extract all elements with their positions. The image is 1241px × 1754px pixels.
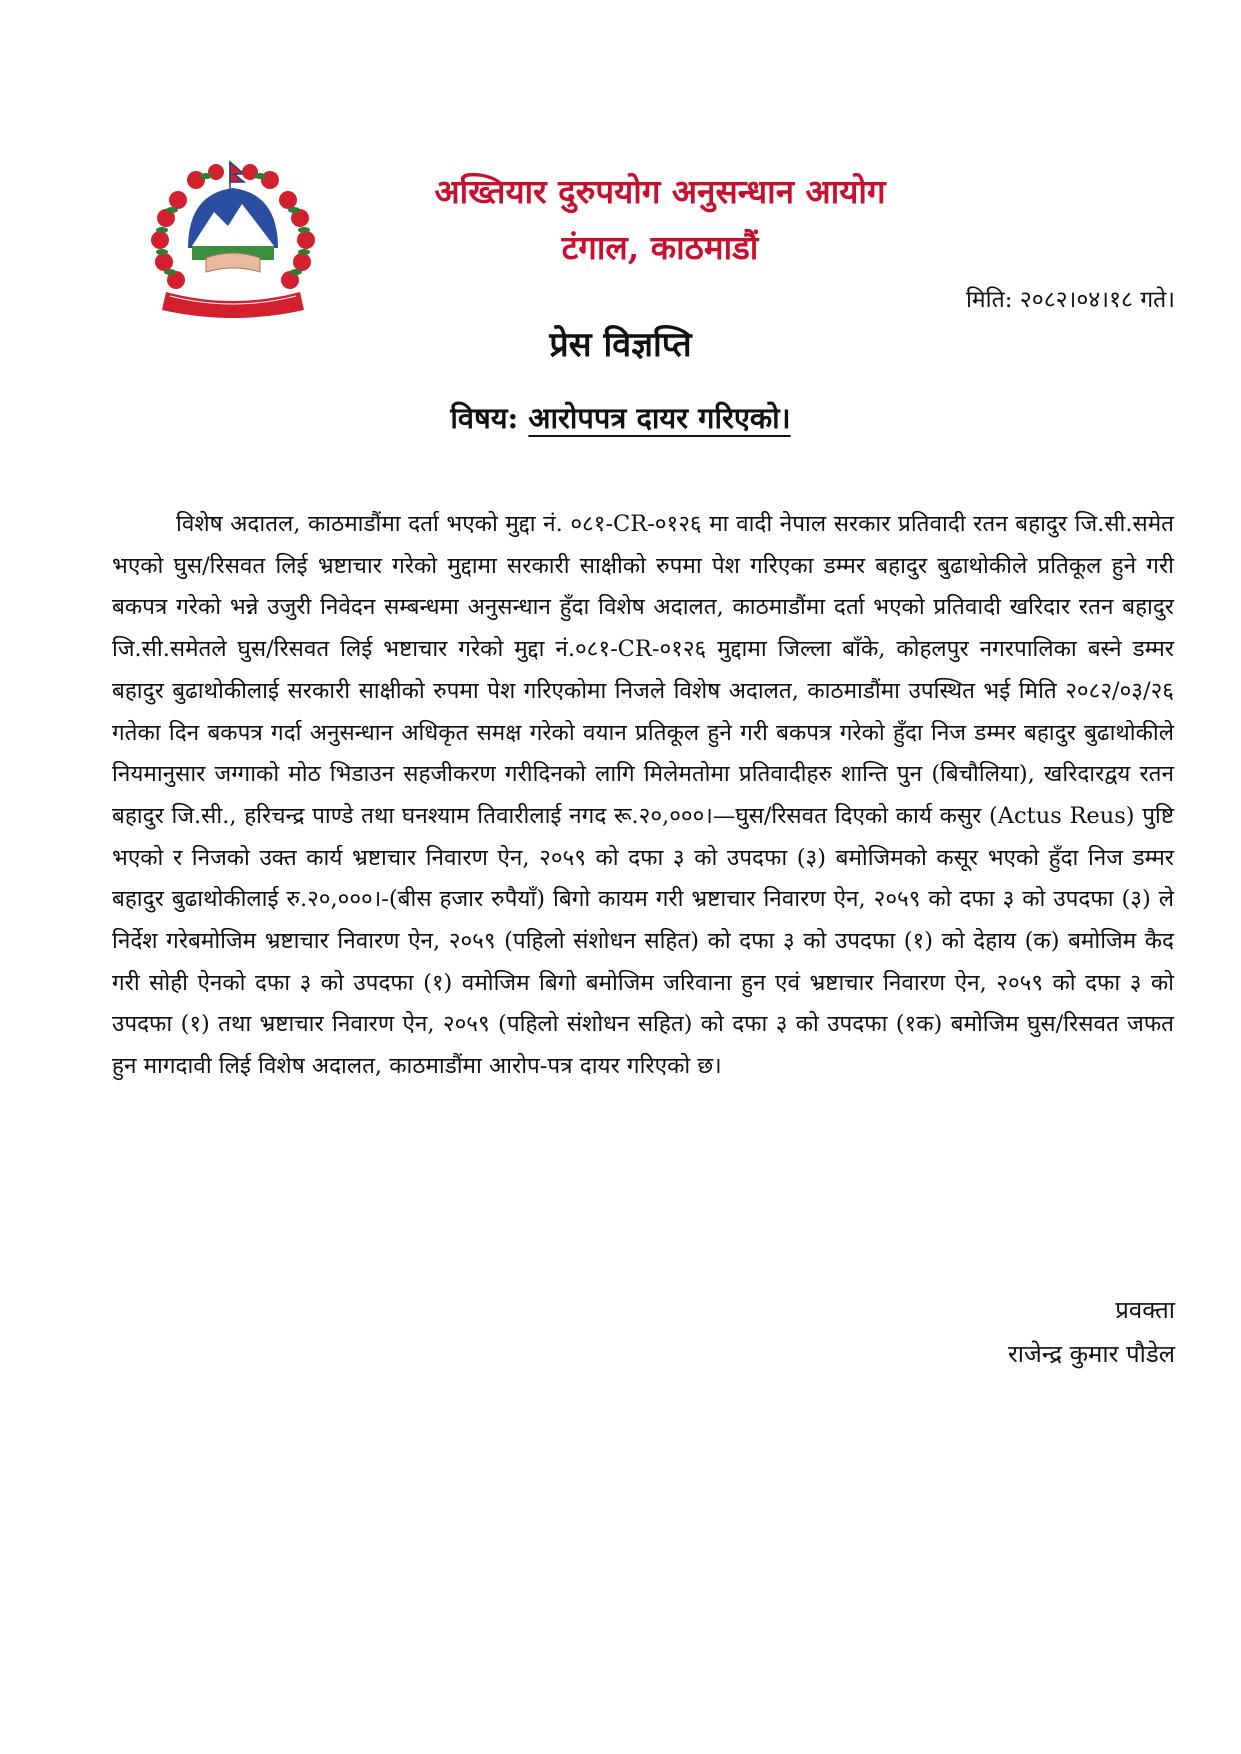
press-release-body: विशेष अदातल, काठमाडौंमा दर्ता भएको मुद्दा नं. ०८१-CR-०१२६ मा वादी नेपाल सरकार प्रतिवादी रतन बहादुर जि.सी.समेत भएको घुस/रिसवत लिई भ्रष्टाचार गरेको मुद्दामा सरकारी साक्षीको रुपमा पेश गरिएका डम्मर बहादुर बुढाथोकीले प्रतिकूल हुने गरी बकपत्र गरेको भन्ने उजुरी निवेदन सम्बन्धमा अनुसन्धान हुँदा विशेष अदालत, काठमाडौंमा दर्ता भएको प्रतिवादी खरिदार रतन बहादुर जि.सी.समेतले घुस/रिसवत लिई भष्टाचार गरेको मुद्दा नं.०८१-CR-०१२६ मुद्दामा जिल्ला बाँके, कोहलपुर नगरपालिका बस्ने डम्मर बहादुर बुढाथोकीलाई सरकारी साक्षीको रुपमा पेश गरिएकोमा निजले विशेष अदालत, काठमाडौंमा उपस्थित भई मिति २०८२/०३/२६ गतेका दिन बकपत्र गर्दा अनुसन्धान अधिकृत समक्ष गरेको वयान प्रतिकूल हुने गरी बकपत्र गरेको हुँदा निज डम्मर बहादुर बुढाथोकीले नियमानुसार जग्गाको मोठ भिडाउन सहजीकरण गरीदिनको लागि मिलेमतोमा प्रतिवादीहरु शान्ति पुन (बिचौलिया), खरिदारद्वय रतन बहादुर जि.सी., हरिचन्द्र पाण्डे तथा घनश्याम तिवारीलाई नगद रू.२०,०००।—घुस/रिसवत दिएको कार्य कसुर (Actus Reus) पुष्टि भएको र निजको उक्त कार्य भ्रष्टाचार निवारण ऐन, २०५९ को दफा ३ को उपदफा (३) बमोजिमको कसूर भएको हुँदा निज डम्मर बहादुर बुढाथोकीलाई रु.२०,०००।-(बीस हजार रुपैयाँ) बिगो कायम गरी भ्रष्टाचार निवारण ऐन, २०५९ को दफा ३ को उपदफा (३) ले निर्देश गरेबमोजिम भ्रष्टाचार निवारण ऐन, २०५९ (पहिलो संशोधन सहित) को दफा ३ को उपदफा (१) को देहाय (क) बमोजिम कैद गरी सोही ऐनको दफा ३ को उपदफा (१) वमोजिम बिगो बमोजिम जरिवाना हुन एवं भ्रष्टाचार निवारण ऐन, २०५९ को दफा ३ को उपदफा (१) तथा भ्रष्टाचार निवारण ऐन, २०५९ (पहिलो संशोधन सहित) को दफा ३ को उपदफा (१क) बमोजिम घुस/रिसवत जफत हुन मागदावी लिई विशेष अदालत, काठमाडौंमा आरोप-पत्र दायर गरिएको छ। [112, 511, 1174, 1080]
issue-date: मिति: २०८२।०४।१८ गते। [965, 287, 1175, 313]
nepal-emblem-icon [148, 160, 318, 318]
subject-label: विषय: [450, 401, 519, 435]
organization-name: अख्तियार दुरुपयोग अनुसन्धान आयोग [434, 172, 886, 211]
subject-line [0, 398, 1241, 437]
signatory-role: प्रवक्ता [1115, 1296, 1175, 1324]
document-title: प्रेस विज्ञप्ति [549, 325, 692, 365]
organization-address: टंगाल, काठमाडौं [561, 228, 759, 267]
signature-block [1008, 1288, 1175, 1376]
signatory-name: राजेन्द्र कुमार पौडेल [1007, 1340, 1175, 1368]
subject-text: आरोपपत्र दायर गरिएको। [528, 401, 791, 435]
